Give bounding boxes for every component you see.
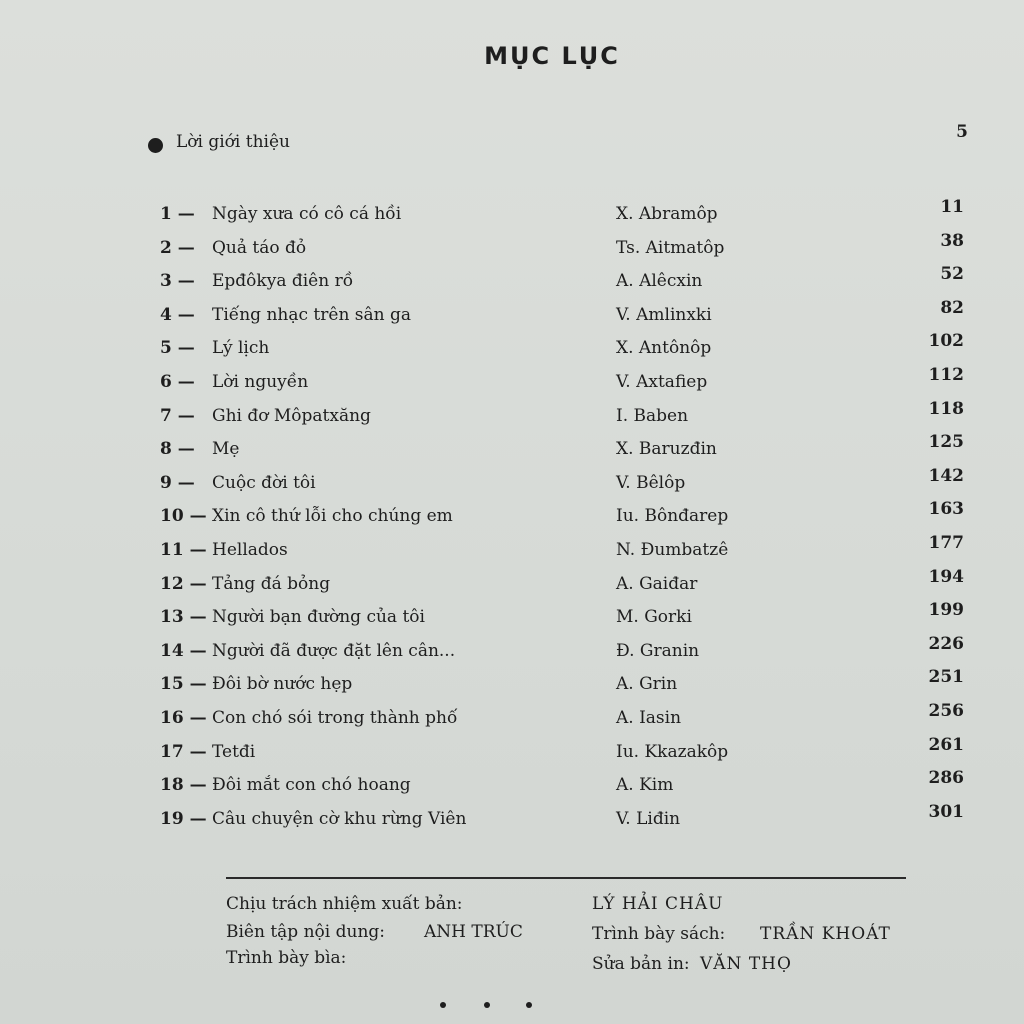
- entry-number: 11 —: [160, 540, 207, 560]
- toc-row: [0, 734, 1024, 772]
- entry-page: 286: [928, 768, 964, 789]
- entry-title: Epđôkya điên rồ: [212, 271, 354, 292]
- entry-number: 7 —: [160, 405, 195, 426]
- entry-number: 4 —: [160, 304, 195, 325]
- bullet-icon: [148, 138, 163, 153]
- toc-row: [0, 701, 1024, 738]
- entry-title: Lý lịch: [212, 338, 270, 359]
- editor-name: ANH TRÚC: [424, 922, 523, 942]
- entry-author: Iu. Kkazakôp: [616, 741, 729, 762]
- proof-name: VĂN THỌ: [700, 954, 792, 974]
- entry-page: 301: [928, 801, 964, 822]
- toc-row: [0, 365, 1024, 402]
- intro-label: Lời giới thiệu: [176, 132, 290, 152]
- entry-author: A. Kim: [616, 775, 674, 796]
- entry-number: 1 —: [160, 204, 195, 224]
- entry-author: V. Bêlôp: [616, 472, 686, 493]
- entry-title: Người bạn đường của tôi: [212, 607, 425, 628]
- entry-number: 12 —: [160, 573, 207, 594]
- entry-author: X. Abramôp: [616, 204, 718, 224]
- toc-row: [0, 465, 1024, 503]
- dot-icon: [526, 1002, 532, 1008]
- entry-title: Ngày xưa có cô cá hồi: [212, 204, 402, 224]
- entry-number: 5 —: [160, 338, 195, 359]
- entry-author: I. Baben: [616, 405, 689, 426]
- entry-title: Mẹ: [212, 439, 240, 460]
- entry-author: Ts. Aitmatôp: [616, 237, 725, 258]
- entry-number: 8 —: [160, 439, 195, 460]
- entry-title: Quả táo đỏ: [212, 237, 307, 258]
- entry-author: X. Antônôp: [616, 338, 712, 359]
- entry-page: 125: [928, 432, 964, 453]
- entry-title: Tiếng nhạc trên sân ga: [212, 304, 412, 325]
- entry-number: 16 —: [160, 708, 207, 728]
- entry-number: 14 —: [160, 640, 207, 661]
- entry-author: A. Alêcxin: [616, 271, 703, 292]
- entry-title: Người đã được đặt lên cân...: [212, 640, 456, 661]
- entry-author: Iu. Bônđarep: [616, 506, 729, 527]
- entry-page: 199: [928, 600, 964, 621]
- entry-page: 226: [928, 633, 964, 654]
- entry-author: V. Axtafiep: [616, 372, 708, 392]
- publisher-name: LÝ HẢI CHÂU: [592, 894, 724, 914]
- entry-title: Cuộc đời tôi: [212, 472, 316, 493]
- entry-title: Đôi bờ nước hẹp: [212, 674, 353, 695]
- entry-number: 6 —: [160, 372, 195, 392]
- entry-author: Đ. Granin: [616, 640, 700, 661]
- publisher-label: Chịu trách nhiệm xuất bản:: [226, 894, 463, 914]
- toc-row: [0, 197, 1024, 234]
- divider: [226, 877, 906, 879]
- toc-row: [0, 331, 1024, 368]
- entry-author: V. Liđin: [616, 808, 681, 829]
- entry-title: Con chó sói trong thành phố: [212, 708, 458, 728]
- entry-title: Lời nguyền: [212, 372, 309, 392]
- editor-label: Biên tập nội dung:: [226, 922, 386, 942]
- entry-title: Tetđi: [212, 741, 256, 762]
- book-design-label: Trình bày sách:: [592, 924, 726, 944]
- toc-row: [0, 499, 1024, 536]
- entry-page: 256: [928, 701, 964, 721]
- entry-page: 118: [928, 398, 964, 419]
- entry-author: A. Gaiđar: [616, 573, 698, 594]
- entry-number: 10 —: [160, 506, 207, 527]
- entry-title: Tảng đá bỏng: [212, 573, 331, 594]
- entry-author: M. Gorki: [616, 607, 692, 628]
- toc-row: [0, 633, 1024, 671]
- dot-icon: [440, 1002, 446, 1008]
- toc-row: [0, 230, 1024, 268]
- toc-row: [0, 398, 1024, 436]
- toc-row: [0, 801, 1024, 839]
- toc-row: [0, 264, 1024, 301]
- entry-author: N. Đumbatzê: [616, 540, 729, 560]
- entry-title: Đôi mắt con chó hoang: [212, 775, 411, 796]
- entry-title: Ghi đơ Môpatxăng: [212, 405, 371, 426]
- intro-entry: [148, 122, 968, 162]
- entry-author: A. Iasin: [616, 708, 682, 728]
- entry-number: 9 —: [160, 472, 195, 493]
- book-design-name: TRẦN KHOÁT: [760, 924, 891, 944]
- entry-number: 3 —: [160, 271, 195, 292]
- entry-number: 17 —: [160, 741, 207, 762]
- intro-page-number: 5: [956, 122, 968, 142]
- entry-page: 112: [928, 365, 964, 385]
- entry-number: 18 —: [160, 775, 207, 796]
- toc-row: [0, 566, 1024, 604]
- entry-title: Câu chuyện cờ khu rừng Viên: [212, 808, 467, 829]
- entry-author: A. Grin: [616, 674, 678, 695]
- entry-number: 13 —: [160, 607, 207, 628]
- entry-title: Xin cô thứ lỗi cho chúng em: [212, 506, 453, 527]
- entry-page: 163: [928, 499, 964, 520]
- entry-page: 177: [928, 533, 964, 553]
- toc-row: [0, 768, 1024, 805]
- toc-row: [0, 297, 1024, 335]
- entry-number: 15 —: [160, 674, 207, 695]
- proof-label: Sửa bản in:: [592, 954, 690, 974]
- entry-page: 82: [940, 297, 964, 318]
- entry-author: X. Baruzđin: [616, 439, 717, 460]
- cover-label: Trình bày bìa:: [226, 948, 347, 968]
- entry-page: 261: [928, 734, 964, 755]
- entry-page: 142: [928, 465, 964, 486]
- entry-page: 11: [940, 197, 964, 217]
- toc-row: [0, 600, 1024, 637]
- toc-row: [0, 432, 1024, 469]
- entry-number: 19 —: [160, 808, 207, 829]
- entry-page: 251: [928, 667, 964, 688]
- entry-page: 52: [940, 264, 964, 285]
- entry-page: 102: [928, 331, 964, 352]
- toc-row: [0, 533, 1024, 570]
- entry-page: 38: [940, 230, 964, 251]
- toc-row: [0, 667, 1024, 704]
- dot-icon: [484, 1002, 490, 1008]
- page-title: MỤC LỤC: [484, 42, 620, 70]
- entry-title: Hellados: [212, 540, 288, 560]
- entry-author: V. Amlinxki: [616, 304, 712, 325]
- entry-page: 194: [928, 566, 964, 587]
- entry-number: 2 —: [160, 237, 195, 258]
